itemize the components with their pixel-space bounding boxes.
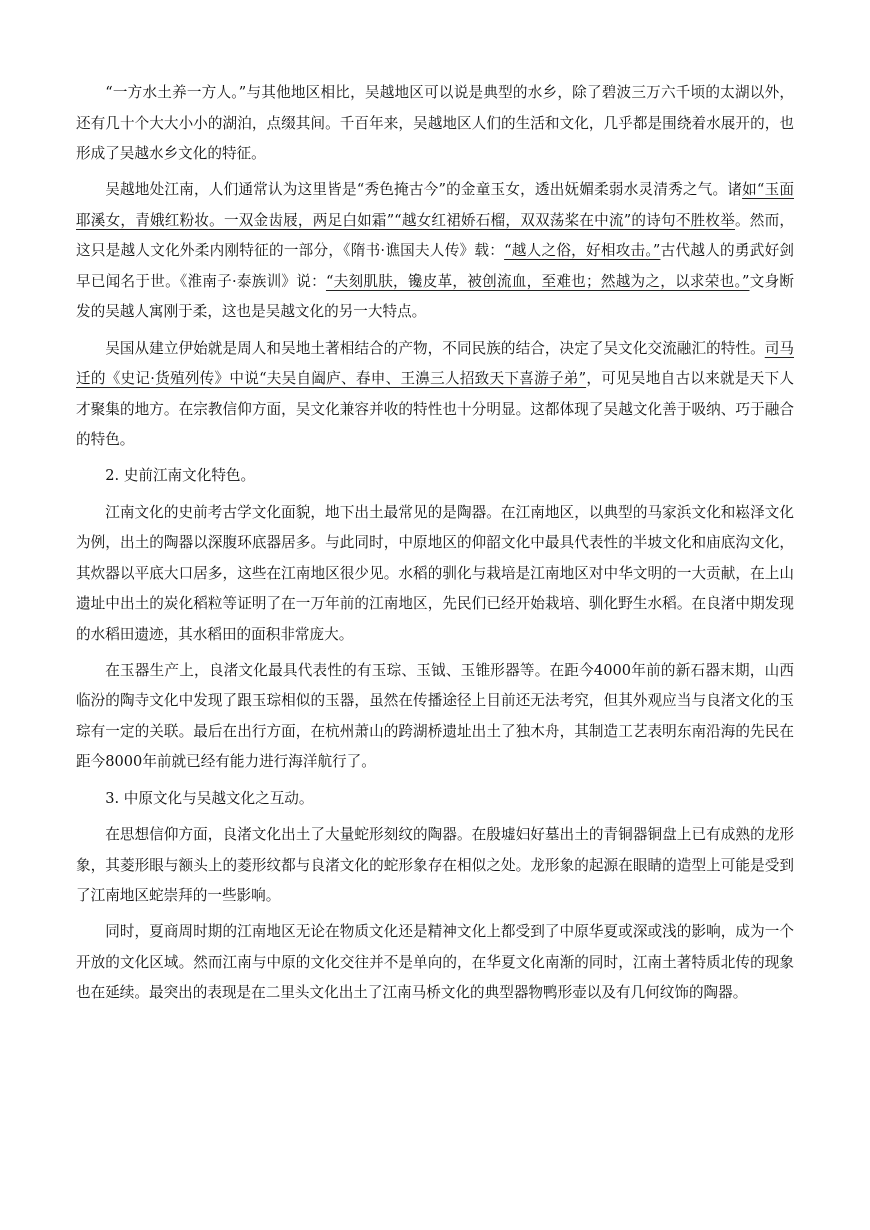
paragraph-cultural-fusion bbox=[76, 334, 794, 456]
paragraph-jade-canoe bbox=[76, 656, 794, 778]
paragraph-text: “一方水土养一方人。”与其他地区相比，吴越地区可以说是典型的水乡，除了碧波三万六千顷的太湖以外，还有几十个大大小小的湖泊，点缀其间。千百年来，吴越地区人们的生活和文化，几乎都是围绕着水展开的，也形成了吴越水乡文化的特征。 bbox=[76, 84, 794, 162]
heading-text: 2. 史前江南文化特色。 bbox=[105, 467, 256, 485]
paragraph-text: 吴国从建立伊始就是周人和吴地土著相结合的产物，不同民族的结合，决定了吴文化交流融汇的特性。 bbox=[105, 339, 765, 357]
paragraph-text: 江南文化的史前考古学文化面貌，地下出土最常见的是陶器。在江南地区，以典型的马家浜文化和崧泽文化为例，出土的陶器以深腹环底器居多。与此同时，中原地区的仰韶文化中最具代表性的半坡文化和庙底沟文化，其炊器以平底大口居多，这些在江南地区很少见。水稻的驯化与栽培是江南地区对中华文明的一大贡献，在上山遗址中出土的炭化稻粒等证明了在一万年前的江南地区，先民们已经开始栽培、驯化野生水稻。在良渚中期发现的水稻田遗迹，其水稻田的面积非常庞大。 bbox=[76, 503, 794, 643]
paragraph-water-town bbox=[76, 78, 794, 170]
underlined-quote: “夫刻肌肤，镵皮革，被创流血，至难也；然越为之，以求荣也。” bbox=[325, 272, 750, 290]
paragraph-text: 吴越地处江南，人们通常认为这里皆是“秀色掩古今”的金童玉女，透出妩媚柔弱水灵清秀之气。诸 bbox=[105, 181, 743, 199]
paragraph-pottery-rice bbox=[76, 498, 794, 651]
section-heading-prehistoric bbox=[76, 461, 794, 492]
paragraph-text: ，可见吴地自古以来就是天下人才聚集的地方。在宗教信仰方面，吴文化兼容并收的特性也十分明显。这都体现了吴越文化善于吸纳、巧于融合的特色。 bbox=[76, 370, 794, 449]
underlined-quote: “越人之俗，好相攻击。” bbox=[504, 242, 661, 260]
underlined-quote: 司马迁的《史记·货殖列传》中说“夫吴自阖庐、春申、王濞三人招致天下喜游子弟” bbox=[76, 339, 794, 388]
document-body bbox=[76, 78, 794, 1015]
paragraph-text: 在玉器生产上，良渚文化最具代表性的有玉琮、玉钺、玉锥形器等。在距今4000年前的新石器末期，山西临汾的陶寺文化中发现了跟玉琮相似的玉器，虽然在传播途径上目前还无法考究，但其外观应当与良渚文化的玉琮有一定的关联。最后在出行方面，在杭州萧山的跨湖桥遗址出土了独木舟，其制造工艺表明东南沿海的先民在距今8000年前就已经有能力进行海洋航行了。 bbox=[76, 661, 794, 771]
paragraph-text: 。然而，这只是越人文化外柔内刚特征的一部分，《隋书·谯国夫人传》载： bbox=[76, 211, 794, 260]
paragraph-text: 文身断发的吴越人寓刚于柔，这也是吴越文化的另一大特点。 bbox=[76, 272, 795, 321]
paragraph-text: 同时，夏商周时期的江南地区无论在物质文化还是精神文化上都受到了中原华夏或深或浅的影响，成为一个开放的文化区域。然而江南与中原的文化交往并不是单向的，在华夏文化南渐的同时，江南土著特质北传的现象也在延续。最突出的表现是在二里头文化出土了江南马桥文化的典型器物鸭形壶以及有几何纹饰的陶器。 bbox=[76, 923, 794, 1002]
paragraph-text: 在思想信仰方面，良渚文化出土了大量蛇形刻纹的陶器。在殷墟妇好墓出土的青铜器铜盘上已有成熟的龙形象，其菱形眼与额头上的菱形纹都与良渚文化的蛇形象存在相似之处。龙形象的起源在眼睛的造型上可能是受到了江南地区蛇崇拜的一些影响。 bbox=[76, 826, 794, 905]
paragraph-soft-and-strong bbox=[76, 175, 794, 328]
paragraph-text: 古代越人的勇武好剑早已闻名于世。《淮南子·泰族训》说： bbox=[76, 242, 795, 290]
paragraph-two-way-exchange bbox=[76, 917, 794, 1009]
section-heading-interaction bbox=[76, 784, 794, 815]
heading-text: 3. 中原文化与吴越文化之互动。 bbox=[105, 789, 314, 807]
paragraph-dragon-snake bbox=[76, 820, 794, 912]
underlined-quote: 如“玉面耶溪女，青娥红粉妆。一双金齿屐，两足白如霜”“越女红裙娇石榴，双双荡桨在中流”的诗句不胜枚举 bbox=[76, 181, 794, 229]
